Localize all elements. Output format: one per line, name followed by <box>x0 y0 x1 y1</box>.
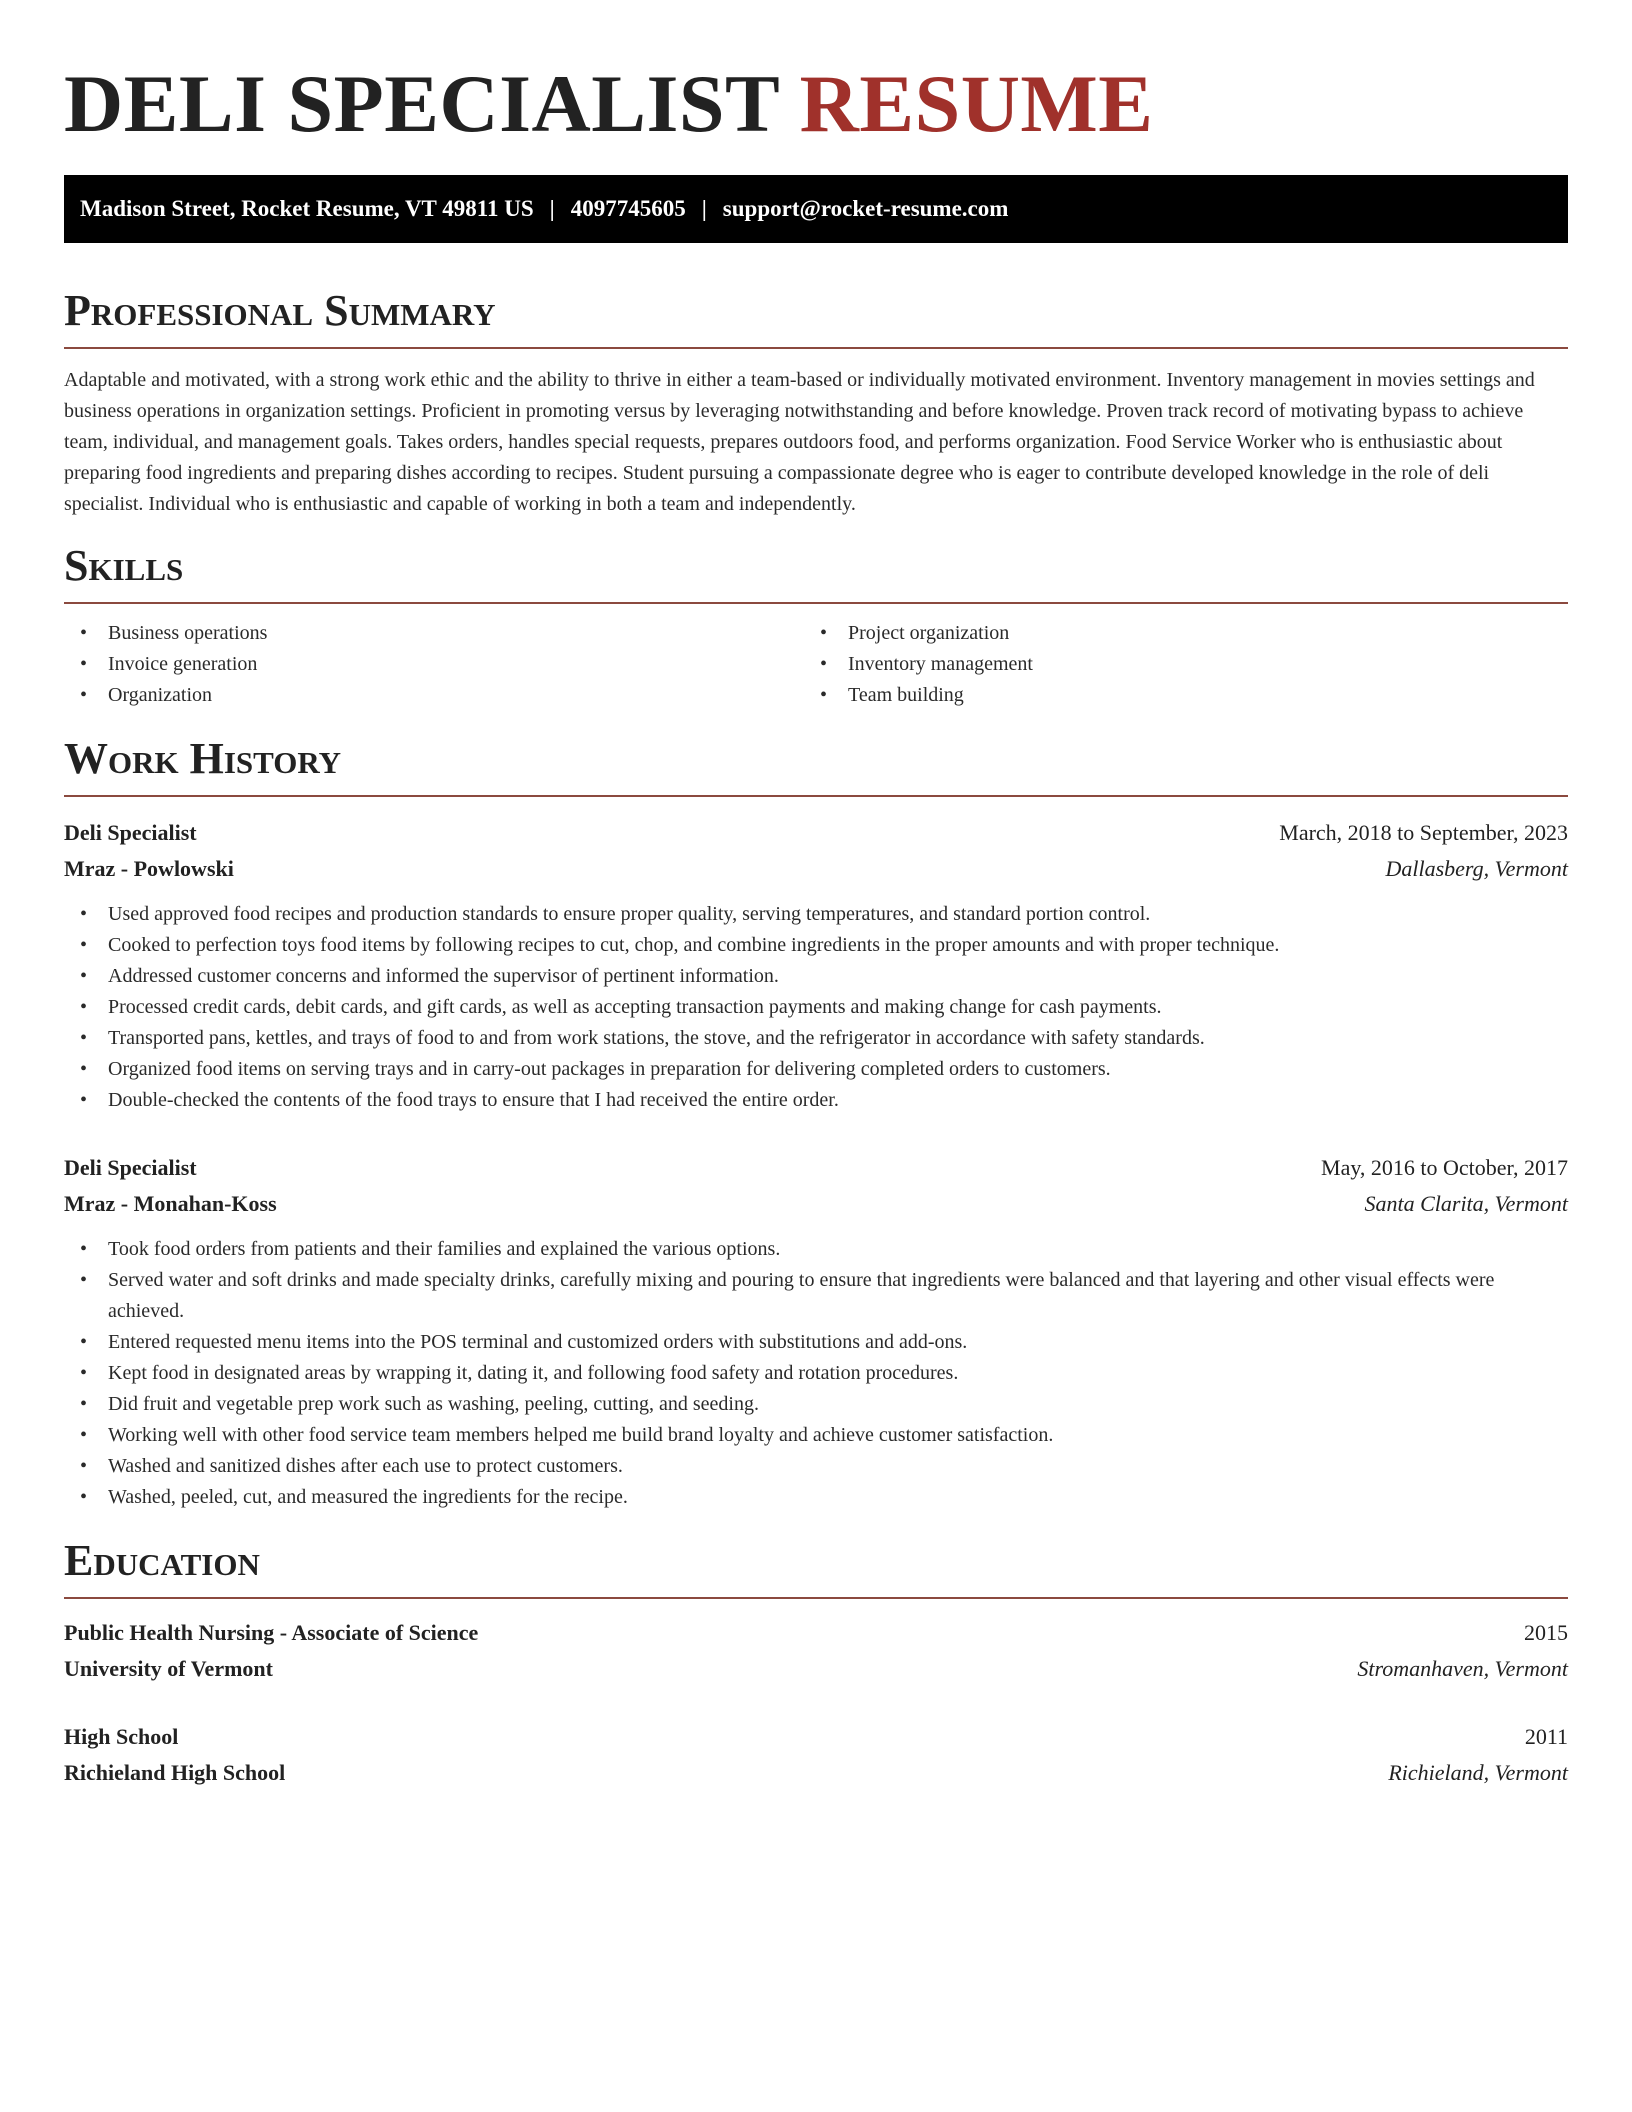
contact-separator: | <box>701 196 707 221</box>
job-duty-item: • Took food orders from patients and their families and explained the various options. <box>64 1234 1568 1265</box>
education-year: 2015 <box>1524 1620 1568 1645</box>
education-heading: Education <box>64 1536 260 1585</box>
contact-email: support@rocket-resume.com <box>722 196 1009 221</box>
job-dates: March, 2018 to September, 2023 <box>1279 820 1568 845</box>
section-divider <box>64 347 1568 349</box>
job-company-row <box>64 851 1568 887</box>
skill-item: • Project organization <box>804 618 1544 649</box>
job-duty-item: • Working well with other food service team members helped me build brand loyalty and achieve customer satisfaction. <box>64 1420 1568 1451</box>
summary-text: Adaptable and motivated, with a strong work ethic and the ability to thrive in either a team-based or individually motivated environment. Inventory management in movies settings and business operations in organization settings. Proficient in promoting versus by leveraging notwithstanding and before knowledge. Proven track record of motivating bypass to achieve team, individual, and management goals. Takes orders, handles special requests, prepares outdoors food, and performs organization. Food Service Worker who is enthusiastic about preparing food ingredients and preparing dishes according to recipes. Student pursuing a compassionate degree who is eager to contribute developed knowledge in the role of deli specialist. Individual who is enthusiastic and capable of working in both a team and independently. <box>64 369 1535 515</box>
job-duty-item: • Did fruit and vegetable prep work such as washing, peeling, cutting, and seeding. <box>64 1389 1568 1420</box>
job-duty-item: • Double-checked the contents of the food trays to ensure that I had received the entire order. <box>64 1085 1568 1116</box>
job-duty-item: • Served water and soft drinks and made specialty drinks, carefully mixing and pouring to ensure that ingredients were balanced and that layering and other visual effects were achieved. <box>64 1265 1568 1327</box>
job-duty-item: • Transported pans, kettles, and trays of food to and from work stations, the stove, and the refrigerator in accordance with safety standards. <box>64 1023 1568 1054</box>
job-duty-item: • Entered requested menu items into the POS terminal and customized orders with substitutions and add-ons. <box>64 1327 1568 1358</box>
section-divider <box>64 795 1568 797</box>
resume-page <box>64 0 1568 1791</box>
job-title: Deli Specialist <box>64 1155 197 1180</box>
job-duty-item: • Addressed customer concerns and informed the supervisor of pertinent information. <box>64 961 1568 992</box>
education-year: 2011 <box>1524 1724 1568 1749</box>
job-duty-item: • Washed and sanitized dishes after each use to protect customers. <box>64 1451 1568 1482</box>
skill-item: • Invoice generation <box>64 649 804 680</box>
education-school: Richieland High School <box>64 1760 286 1785</box>
education-entry <box>64 1615 1568 1687</box>
job-title: Deli Specialist <box>64 820 197 845</box>
job-duties <box>64 899 1568 1116</box>
job-company-row <box>64 1186 1568 1222</box>
work-history-section <box>64 733 1568 1513</box>
resume-title <box>64 58 1568 150</box>
education-section <box>64 1535 1568 1791</box>
education-header-row <box>64 1615 1568 1651</box>
job-duties <box>64 1234 1568 1513</box>
section-divider <box>64 1597 1568 1599</box>
summary-heading: Professional Summary <box>64 286 496 335</box>
job-duty-item: • Processed credit cards, debit cards, and gift cards, as well as accepting transaction payments and making change for cash payments. <box>64 992 1568 1023</box>
job-duty-item: • Kept food in designated areas by wrapping it, dating it, and following food safety and rotation procedures. <box>64 1358 1568 1389</box>
education-entry <box>64 1719 1568 1791</box>
education-school-row <box>64 1651 1568 1687</box>
work-history-heading: Work History <box>64 734 342 783</box>
skills-grid <box>64 618 1568 711</box>
section-divider <box>64 602 1568 604</box>
job-location: Dallasberg, Vermont <box>1385 856 1568 881</box>
job-company: Mraz - Powlowski <box>64 856 234 881</box>
job-header-row <box>64 815 1568 851</box>
education-degree: Public Health Nursing - Associate of Science <box>64 1620 479 1645</box>
title-main: DELI SPECIALIST <box>64 58 779 149</box>
education-location: Richieland, Vermont <box>1388 1760 1568 1785</box>
skill-item: • Organization <box>64 680 804 711</box>
skills-heading: Skills <box>64 541 184 590</box>
education-school-row <box>64 1755 1568 1791</box>
job-entry <box>64 815 1568 1116</box>
job-header-row <box>64 1150 1568 1186</box>
skills-column-left <box>64 618 804 711</box>
contact-phone: 4097745605 <box>570 196 686 221</box>
education-location: Stromanhaven, Vermont <box>1357 1656 1568 1681</box>
job-duty-item: • Used approved food recipes and production standards to ensure proper quality, serving temperatures, and standard portion control. <box>64 899 1568 930</box>
skills-section <box>64 540 1568 711</box>
skill-item: • Team building <box>804 680 1544 711</box>
job-duty-item: • Washed, peeled, cut, and measured the ingredients for the recipe. <box>64 1482 1568 1513</box>
job-duty-item: • Cooked to perfection toys food items by following recipes to cut, chop, and combine ingredients in the proper amounts and with proper technique. <box>64 930 1568 961</box>
skills-column-right <box>804 618 1544 711</box>
job-entry <box>64 1150 1568 1513</box>
job-company: Mraz - Monahan-Koss <box>64 1191 277 1216</box>
education-header-row <box>64 1719 1568 1755</box>
job-duty-item: • Organized food items on serving trays and in carry-out packages in preparation for delivering completed orders to customers. <box>64 1054 1568 1085</box>
job-dates: May, 2016 to October, 2017 <box>1321 1155 1568 1180</box>
summary-section <box>64 285 1568 520</box>
education-degree: High School <box>64 1724 179 1749</box>
contact-address: Madison Street, Rocket Resume, VT 49811 US <box>80 196 534 221</box>
education-school: University of Vermont <box>64 1656 273 1681</box>
job-location: Santa Clarita, Vermont <box>1364 1191 1568 1216</box>
skill-item: • Inventory management <box>804 649 1544 680</box>
contact-bar <box>64 175 1568 243</box>
contact-separator: | <box>549 196 555 221</box>
title-accent: RESUME <box>799 58 1154 149</box>
skill-item: • Business operations <box>64 618 804 649</box>
